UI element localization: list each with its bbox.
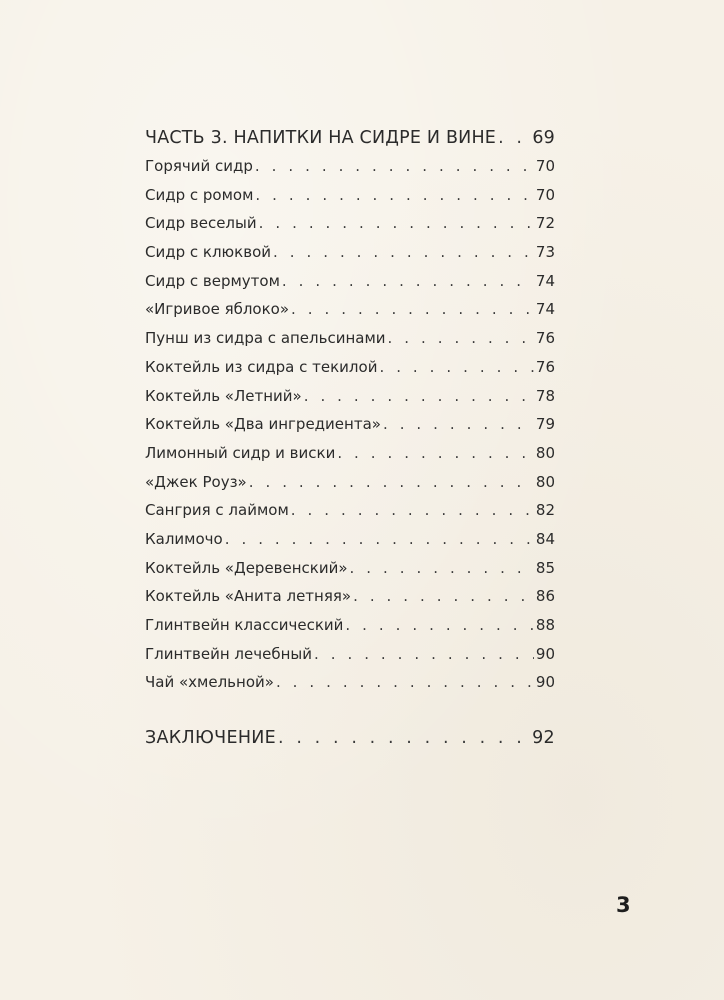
toc-entry-title: «Игривое яблоко» [145, 300, 290, 319]
toc-entry-title: Лимонный сидр и виски [145, 443, 336, 462]
dot-leader [498, 124, 530, 152]
toc-entry-page: 73 [535, 243, 555, 262]
toc-entry-title: Сангрия с лаймом [145, 501, 289, 520]
dot-leader [259, 209, 534, 238]
toc-entry-page: 90 [535, 673, 555, 692]
toc-entry [145, 611, 555, 640]
dot-leader [249, 468, 534, 497]
toc-entry [145, 382, 555, 411]
toc-entry-page: 70 [535, 157, 555, 175]
toc-conclusion-title: ЗАКЛЮЧЕНИЕ [145, 728, 277, 749]
toc-entry [145, 295, 555, 324]
toc-entry-title: Сидр веселый [145, 214, 257, 233]
toc-entry-page: 86 [535, 587, 555, 606]
toc-entry-title: Пунш из сидра с апельсинами [145, 329, 386, 348]
dot-leader [255, 152, 534, 181]
toc-entry-title: Коктейль «Два ингредиента» [145, 415, 381, 434]
toc-entry [145, 238, 555, 267]
toc-entry-title: Сидр с клюквой [145, 243, 271, 262]
toc-entry-title: Коктейль «Деревенский» [145, 558, 348, 577]
toc-entry [145, 525, 555, 554]
toc-entry-title: Сидр с вермутом [145, 271, 280, 290]
toc-entry [145, 181, 555, 210]
dot-leader [255, 181, 534, 210]
toc-entry-title: Горячий сидр [145, 157, 253, 175]
toc-entry [145, 668, 555, 697]
toc-part-page: 69 [532, 128, 555, 148]
toc-entry-page: 74 [535, 271, 555, 290]
toc-entry [145, 439, 555, 468]
toc-entry-title: Коктейль из сидра с текилой [145, 357, 378, 376]
toc-entry-page: 76 [535, 329, 555, 348]
toc-entry-page: 70 [535, 185, 555, 204]
dot-leader [388, 324, 534, 353]
dot-leader [291, 496, 534, 525]
toc-entry-title: Калимочо [145, 529, 223, 548]
toc-entry [145, 554, 555, 583]
dot-leader [350, 554, 534, 583]
toc-entry [145, 496, 555, 525]
toc-entry [145, 468, 555, 497]
toc-conclusion-page: 92 [532, 728, 555, 749]
dot-leader [379, 353, 533, 382]
toc-entry-title: «Джек Роуз» [145, 472, 247, 491]
dot-leader [345, 611, 534, 640]
toc-entry [145, 267, 555, 296]
toc-entry [145, 152, 555, 181]
toc-entry-page: 84 [535, 529, 555, 548]
dot-leader [273, 238, 534, 267]
table-of-contents [145, 124, 555, 753]
dot-leader [225, 525, 534, 554]
dot-leader [337, 439, 534, 468]
page-number: 3 [616, 893, 631, 917]
dot-leader [383, 410, 534, 439]
toc-entry-page: 78 [535, 386, 555, 405]
toc-entry-page: 74 [535, 300, 555, 319]
toc-entry [145, 324, 555, 353]
toc-entry-title: Коктейль «Анита летняя» [145, 587, 352, 606]
toc-entry-title: Чай «хмельной» [145, 673, 274, 692]
toc-conclusion [145, 723, 555, 753]
dot-leader [278, 723, 530, 753]
toc-entry-page: 79 [535, 415, 555, 434]
toc-entry [145, 640, 555, 669]
toc-entry-title: Сидр с ромом [145, 185, 254, 204]
toc-entry-page: 90 [535, 644, 555, 663]
toc-part-title: ЧАСТЬ 3. НАПИТКИ НА СИДРЕ И ВИНЕ [145, 128, 497, 148]
toc-entry [145, 353, 555, 382]
toc-entry-title: Коктейль «Летний» [145, 386, 302, 405]
toc-entry-page: 72 [535, 214, 555, 233]
toc-entry-page: 85 [535, 558, 555, 577]
toc-entry-page: 76 [535, 357, 555, 376]
dot-leader [282, 267, 534, 296]
toc-part-heading [145, 124, 555, 152]
toc-entry [145, 582, 555, 611]
toc-entry-title: Глинтвейн лечебный [145, 644, 312, 663]
toc-entry-page: 88 [535, 616, 555, 634]
toc-entry-page: 80 [535, 472, 555, 491]
dot-leader [304, 382, 534, 411]
dot-leader [276, 668, 534, 697]
toc-entry-page: 82 [535, 501, 555, 520]
dot-leader [314, 640, 534, 669]
dot-leader [291, 295, 534, 324]
toc-entry-title: Глинтвейн классический [145, 616, 344, 634]
toc-entry [145, 410, 555, 439]
toc-entry [145, 209, 555, 238]
dot-leader [353, 582, 534, 611]
toc-entry-page: 80 [535, 443, 555, 462]
